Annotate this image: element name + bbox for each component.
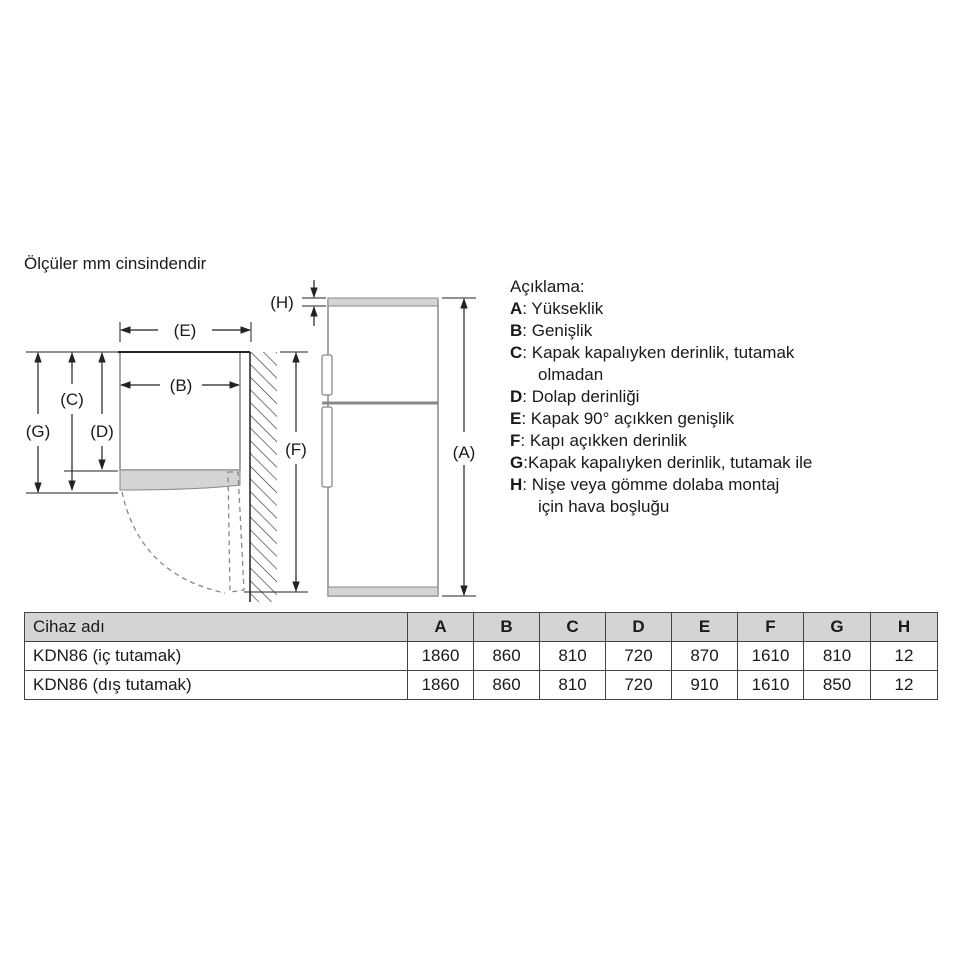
cell-f: 1610 xyxy=(738,642,804,671)
header-g: G xyxy=(804,613,871,642)
cell-a: 1860 xyxy=(408,642,474,671)
cell-g: 850 xyxy=(804,671,871,700)
cell-h: 12 xyxy=(871,642,938,671)
table-header-row xyxy=(25,613,938,642)
cell-b: 860 xyxy=(474,671,540,700)
legend xyxy=(510,276,812,518)
label-c: (C) xyxy=(60,390,84,409)
header-e: E xyxy=(672,613,738,642)
top-view xyxy=(26,321,308,602)
upper-handle xyxy=(322,355,332,395)
legend-item-h: H: Nişe veya gömme dolaba montaj xyxy=(510,475,780,494)
label-b: (B) xyxy=(169,376,193,395)
dimensions-table xyxy=(24,612,938,700)
cell-c: 810 xyxy=(540,671,606,700)
cell-d: 720 xyxy=(606,642,672,671)
header-c: C xyxy=(540,613,606,642)
appliance-base-strip xyxy=(328,587,438,596)
legend-item-c-continuation: olmadan xyxy=(538,365,604,384)
wall-hatch xyxy=(250,352,277,602)
cell-a: 1860 xyxy=(408,671,474,700)
cell-device-name: KDN86 (iç tutamak) xyxy=(25,642,408,671)
table-row xyxy=(25,642,938,671)
cell-e: 910 xyxy=(672,671,738,700)
appliance-top-strip xyxy=(328,298,438,306)
header-h: H xyxy=(871,613,938,642)
header-f: F xyxy=(738,613,804,642)
legend-item-c: C: Kapak kapalıyken derinlik, tutamak xyxy=(510,343,795,362)
label-f: (F) xyxy=(285,440,307,459)
cell-device-name: KDN86 (dış tutamak) xyxy=(25,671,408,700)
door-swing-arc xyxy=(122,492,225,593)
cell-c: 810 xyxy=(540,642,606,671)
cabinet-body xyxy=(120,352,240,470)
side-view xyxy=(270,280,476,596)
header-a: A xyxy=(408,613,474,642)
page-title: Ölçüler mm cinsindendir xyxy=(24,254,207,273)
legend-item-g: G:Kapak kapalıyken derinlik, tutamak ile xyxy=(510,453,813,472)
header-device-name: Cihaz adı xyxy=(25,613,408,642)
label-d: (D) xyxy=(90,422,114,441)
door-open-outline xyxy=(228,472,244,592)
label-g: (G) xyxy=(25,422,51,441)
header-b: B xyxy=(474,613,540,642)
cell-g: 810 xyxy=(804,642,871,671)
door-closed xyxy=(120,470,240,490)
cell-d: 720 xyxy=(606,671,672,700)
legend-item-b: B: Genişlik xyxy=(510,321,593,340)
legend-item-h-continuation: için hava boşluğu xyxy=(538,497,670,516)
legend-item-d: D: Dolap derinliği xyxy=(510,387,640,406)
legend-heading: Açıklama: xyxy=(510,277,585,296)
cell-f: 1610 xyxy=(738,671,804,700)
cell-h: 12 xyxy=(871,671,938,700)
cell-e: 870 xyxy=(672,642,738,671)
legend-item-e: E: Kapak 90° açıkken genişlik xyxy=(510,409,735,428)
legend-item-a: A: Yükseklik xyxy=(510,299,604,318)
legend-item-f: F: Kapı açıkken derinlik xyxy=(510,431,687,450)
label-h: (H) xyxy=(270,293,294,312)
header-d: D xyxy=(606,613,672,642)
appliance-body xyxy=(328,300,438,596)
lower-handle xyxy=(322,407,332,487)
cell-b: 860 xyxy=(474,642,540,671)
label-a: (A) xyxy=(452,443,476,462)
label-e: (E) xyxy=(173,321,197,340)
table-row xyxy=(25,671,938,700)
